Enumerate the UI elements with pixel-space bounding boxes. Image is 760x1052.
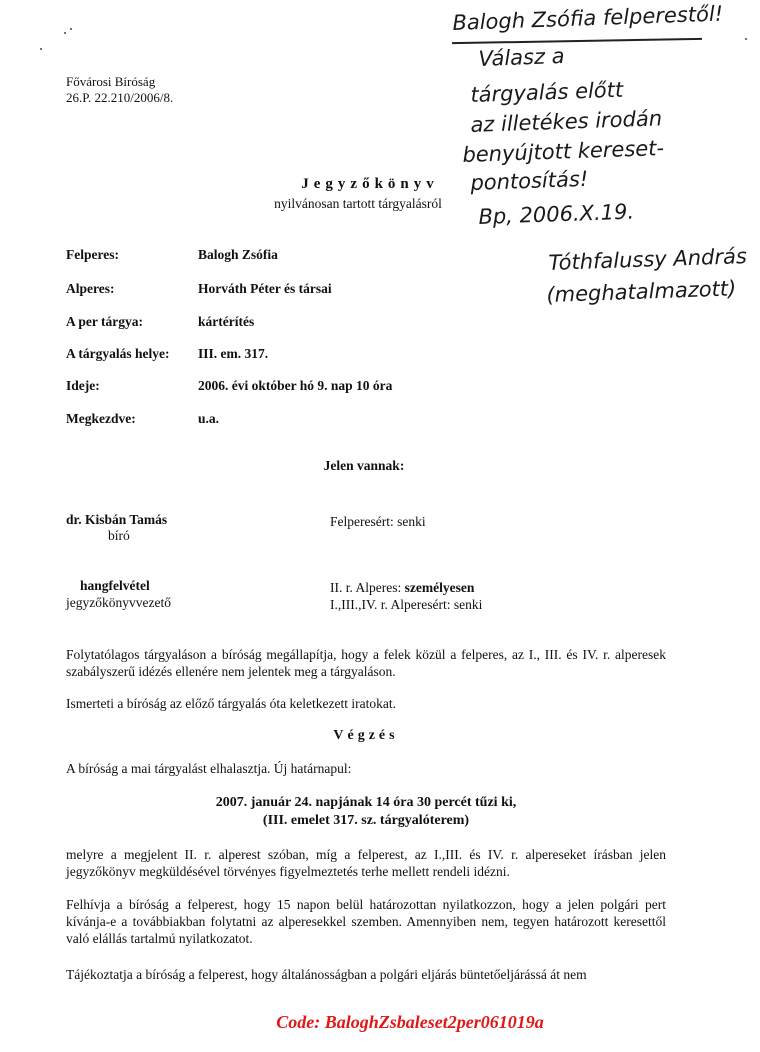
new-hearing-date-line: 2007. január 24. napjának 14 óra 30 percét tűzi ki, — [215, 795, 517, 810]
handwriting-line: pontosítás! — [470, 166, 589, 195]
judge-name: dr. Kisbán Tamás — [66, 512, 168, 527]
recorder-name: hangfelvétel — [80, 578, 150, 593]
judge-role: bíró — [108, 528, 130, 543]
handwriting-underline — [452, 38, 702, 44]
handwriting-line: Bp, 2006.X.19. — [478, 199, 635, 229]
handwriting-line: az illetékes irodán — [470, 106, 663, 137]
handwriting-line: Balogh Zsófia felperestől! — [452, 1, 724, 35]
handwriting-line: benyújtott kereset- — [462, 135, 665, 167]
document-title: Jegyzőkönyv — [301, 176, 439, 192]
plaintiff-representation: Felperesért: senki — [330, 514, 426, 529]
handwritten-signature — [548, 243, 747, 276]
court-name: Fővárosi Bíróság — [66, 74, 156, 89]
new-hearing-room-line: (III. emelet 317. sz. tárgyalóterem) — [262, 813, 470, 828]
other-defendants-presence: I.,III.,IV. r. Alperesért: senki — [330, 597, 483, 612]
field-value-subject: kártérítés — [198, 314, 255, 329]
paragraph-summons: melyre a megjelent II. r. alperest szóban, míg a felperest, az I.,III. és IV. r. alpereseket írásban jelen jegyzőkönyv megküldésével törvényes figyelmeztetés terhe mellett rendeli idézni. — [66, 847, 666, 879]
field-value-defendant: Horváth Péter és társai — [198, 281, 332, 296]
handwriting-line: (meghatalmazott) — [546, 276, 737, 307]
field-value-location: III. em. 317. — [198, 346, 269, 361]
paragraph-information: Tájékoztatja a bíróság a felperest, hogy általánosságban a polgári eljárás büntetőeljárássá át nem — [66, 967, 587, 982]
handwriting-line: tárgyalás előtt — [470, 77, 624, 107]
handwritten-note — [470, 77, 624, 108]
handwriting-line: Tóthfalussy András — [548, 244, 748, 275]
defendant2-presence — [330, 580, 474, 596]
scan-speck — [40, 48, 42, 50]
field-label-started: Megkezdve: — [66, 411, 136, 426]
field-label-time: Ideje: — [66, 378, 100, 393]
paragraph-postponement: A bíróság a mai tárgyalást elhalasztja. Új határnapul: — [66, 761, 352, 776]
handwritten-note — [470, 105, 662, 138]
recorder-role: jegyzőkönyvvezető — [66, 595, 171, 610]
new-hearing-date — [0, 794, 732, 830]
field-value-started: u.a. — [198, 411, 220, 426]
handwritten-note — [478, 43, 565, 72]
document-code: Code: BaloghZsbaleset2per061019a — [276, 1012, 544, 1032]
order-heading: Végzés — [333, 728, 399, 743]
defendant2-status: személyesen — [404, 580, 475, 595]
handwritten-note — [462, 135, 664, 168]
present-heading: Jelen vannak: — [323, 458, 405, 473]
handwritten-signature-role — [546, 275, 737, 308]
field-label-defendant: Alperes: — [66, 281, 115, 296]
field-label-subject: A per tárgya: — [66, 314, 143, 329]
scan-speck — [64, 32, 66, 34]
field-value-plaintiff: Balogh Zsófia — [198, 247, 278, 262]
defendant2-prefix: II. r. Alperes: — [330, 580, 402, 595]
scan-speck — [70, 28, 72, 30]
paragraph-documents: Ismerteti a bíróság az előző tárgyalás óta keletkezett iratokat. — [66, 696, 396, 711]
scan-speck — [745, 38, 747, 40]
field-label-plaintiff: Felperes: — [66, 247, 119, 262]
court-header — [66, 74, 173, 106]
field-label-location: A tárgyalás helye: — [66, 346, 170, 361]
case-number: 26.P. 22.210/2006/8. — [66, 90, 174, 105]
paragraph-request: Felhívja a bíróság a felperest, hogy 15 napon belül határozottan nyilatkozzon, hogy a jelen polgári pert kívánja-e a továbbiakban folytatni az alperesekkel szemben. Amennyiben nem, tegyen határozott keresettől való elállás tartalmú nyilatkozatot. — [66, 897, 666, 946]
field-value-time: 2006. évi október hó 9. nap 10 óra — [198, 378, 393, 393]
handwritten-note — [452, 1, 724, 36]
paragraph-findings: Folytatólagos tárgyaláson a bíróság megállapítja, hogy a felek közül a felperes, az I., III. és IV. r. alperesek szabályszerű idézés ellenére nem jelentek meg a tárgyaláson. — [66, 647, 666, 679]
document-subtitle: nyilvánosan tartott tárgyalásról — [274, 196, 442, 211]
handwriting-line: Válasz a — [478, 43, 565, 71]
